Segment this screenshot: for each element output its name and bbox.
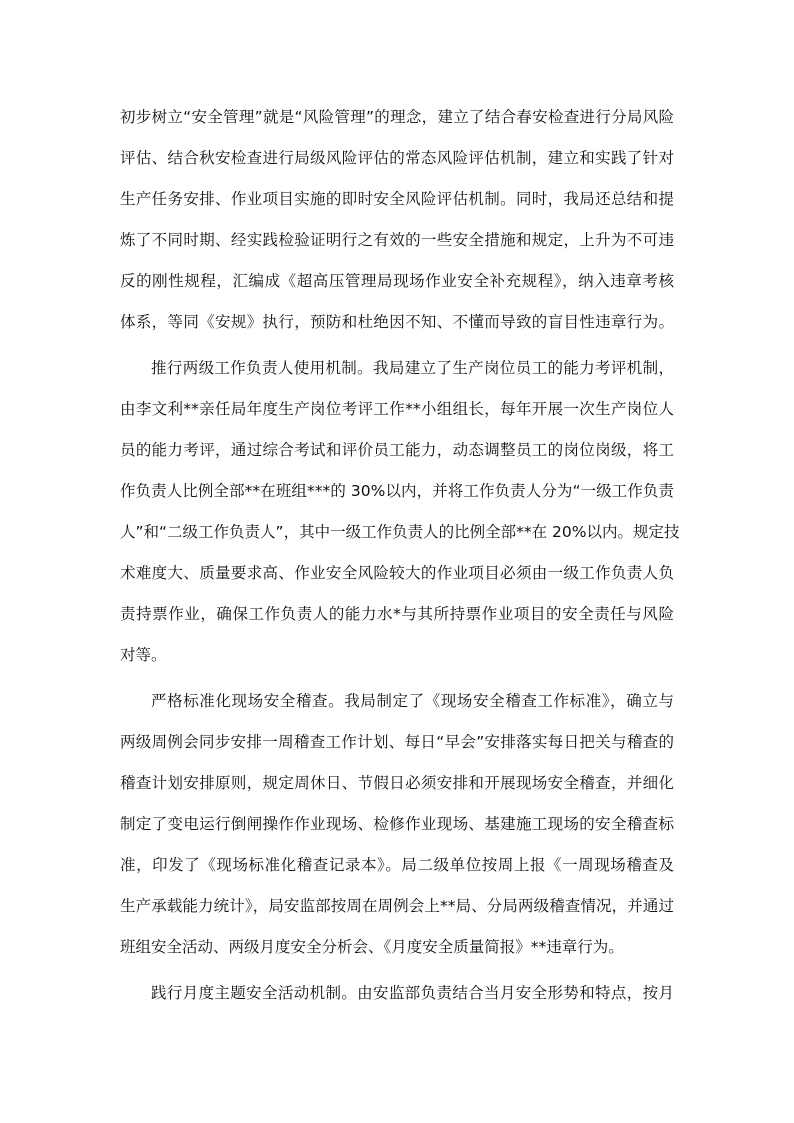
paragraph-line: 术难度大、质量要求高、作业安全风险较大的作业项目必须由一级工作负责人负 xyxy=(120,564,674,582)
paragraph-line: 两级周例会同步安排一周稽查工作计划、每日“早会”安排落实每日把关与稽查的 xyxy=(120,733,674,751)
paragraph-line: 由李文利**亲任局年度生产岗位考评工作**小组组长，每年开展一次生产岗位人 xyxy=(120,400,674,418)
paragraph-line: 严格标准化现场安全稽查。我局制定了《现场安全稽查工作标准》，确立与 xyxy=(151,692,674,710)
paragraph-line: 员的能力考评，通过综合考试和评价员工能力，动态调整员工的岗位岗级，将工 xyxy=(120,441,674,459)
paragraph-line: 责持票作业，确保工作负责人的能力水*与其所持票作业项目的安全责任与风险 xyxy=(120,605,674,623)
paragraph-line: 制定了变电运行倒闸操作作业现场、检修作业现场、基建施工现场的安全稽查标 xyxy=(120,815,674,833)
paragraph-line: 生产任务安排、作业项目实施的即时安全风险评估机制。同时，我局还总结和提 xyxy=(120,190,674,208)
paragraph-line: 体系，等同《安规》执行，预防和杜绝因不知、不懂而导致的盲目性违章行为。 xyxy=(120,313,674,331)
paragraph-line: 炼了不同时期、经实践检验证明行之有效的一些安全措施和规定，上升为不可违 xyxy=(120,231,674,249)
paragraph-line: 初步树立“安全管理”就是“风险管理”的理念，建立了结合春安检查进行分局风险 xyxy=(120,108,674,126)
paragraph-line: 稽查计划安排原则，规定周休日、节假日必须安排和开展现场安全稽查，并细化 xyxy=(120,774,674,792)
paragraph-line: 反的刚性规程，汇编成《超高压管理局现场作业安全补充规程》，纳入违章考核 xyxy=(120,272,674,290)
paragraph-line: 人”和“二级工作负责人”，其中一级工作负责人的比例全部**在 20%以内。规定技 xyxy=(120,523,680,541)
paragraph-line: 作负责人比例全部**在班组***的 30%以内，并将工作负责人分为“一级工作负责 xyxy=(120,482,674,500)
paragraph-line: 评估、结合秋安检查进行局级风险评估的常态风险评估机制，建立和实践了针对 xyxy=(120,149,674,167)
paragraph-line: 班组安全活动、两级月度安全分析会、《月度安全质量简报》**违章行为。 xyxy=(120,938,624,956)
paragraph-line: 践行月度主题安全活动机制。由安监部负责结合当月安全形势和特点，按月 xyxy=(151,984,674,1002)
paragraph-line: 对等。 xyxy=(120,646,167,664)
paragraph-line: 生产承载能力统计》，局安监部按周在周例会上**局、分局两级稽查情况，并通过 xyxy=(120,897,674,915)
paragraph-line: 推行两级工作负责人使用机制。我局建立了生产岗位员工的能力考评机制， xyxy=(151,359,674,377)
paragraph-line: 准，印发了《现场标准化稽查记录本》。局二级单位按周上报《一周现场稽查及 xyxy=(120,856,674,874)
